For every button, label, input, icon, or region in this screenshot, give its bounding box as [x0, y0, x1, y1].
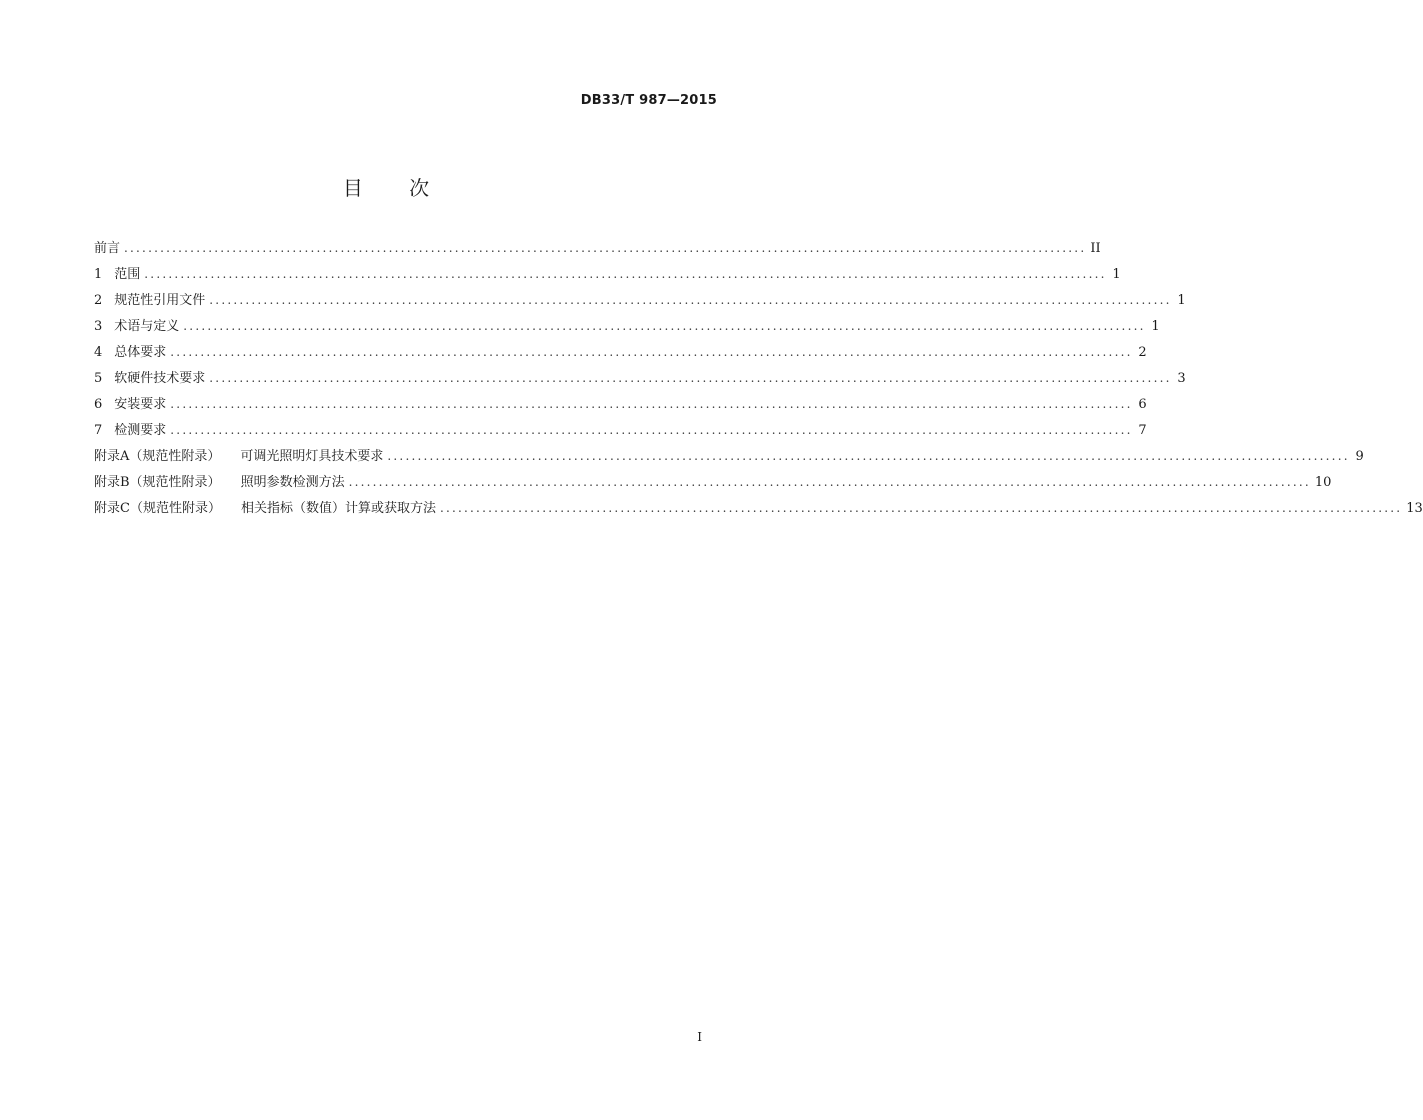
toc-leader-dots: ................................................................................................................................................................ [439, 501, 1403, 515]
toc-entry[interactable] [94, 393, 1147, 419]
toc-entry-label: 安装要求 [114, 397, 167, 412]
toc-leader-dots: ................................................................................................................................................................ [170, 423, 1133, 437]
toc-entry[interactable] [94, 237, 1101, 263]
toc-entry-number: 2 [94, 293, 103, 308]
toc-entry[interactable] [94, 263, 1121, 289]
toc-entry[interactable] [94, 289, 1186, 315]
toc-entry-label: 检测要求 [114, 423, 167, 438]
toc-entry-page: 6 [1138, 397, 1147, 412]
toc-entry[interactable] [94, 445, 1364, 471]
toc-entry[interactable] [94, 497, 1423, 523]
toc-entry-page: 1 [1112, 267, 1121, 282]
page-number: I [697, 1030, 702, 1044]
toc-entry[interactable] [94, 419, 1147, 445]
toc-entry[interactable] [94, 341, 1147, 367]
toc-entry-label: 总体要求 [114, 345, 167, 360]
toc-entry-label: 软硬件技术要求 [114, 371, 206, 386]
toc-entry-label: 规范性引用文件 [114, 293, 206, 308]
toc-entry-number: 4 [94, 345, 103, 360]
toc-entry-number: 1 [94, 267, 103, 282]
toc-entry-subtitle: 照明参数检测方法 [240, 475, 345, 490]
toc-entry-label: 附录B（规范性附录） [94, 475, 221, 490]
toc-leader-dots: ................................................................................................................................................................ [124, 241, 1087, 255]
toc-entry-subtitle: 相关指标（数值）计算或获取方法 [240, 501, 436, 516]
toc-entry-page: II [1090, 241, 1101, 256]
toc-leader-dots: ................................................................................................................................................................ [209, 371, 1172, 385]
toc-entry-label: 范围 [114, 267, 141, 282]
toc-entry-page: 10 [1314, 475, 1332, 490]
toc-entry-page: 9 [1355, 449, 1364, 464]
toc-entry-page: 3 [1177, 371, 1186, 386]
toc-leader-dots: ................................................................................................................................................................ [209, 293, 1172, 307]
toc-entry-subtitle: 可调光照明灯具技术要求 [240, 449, 384, 464]
toc-entry-label: 附录A（规范性附录） [94, 449, 221, 464]
toc-entry-label: 附录C（规范性附录） [94, 501, 221, 516]
toc-entry-page: 7 [1138, 423, 1147, 438]
toc-entry-label: 前言 [94, 241, 121, 256]
toc-leader-dots: ................................................................................................................................................................ [170, 397, 1133, 411]
toc-entry-page: 1 [1151, 319, 1160, 334]
toc-entry-number: 6 [94, 397, 103, 412]
toc-entry[interactable] [94, 367, 1186, 393]
toc-leader-dots: ................................................................................................................................................................ [170, 345, 1133, 359]
toc-entry[interactable] [94, 315, 1160, 341]
standard-code: DB33/T 987—2015 [580, 93, 717, 108]
toc-entry-label: 术语与定义 [114, 319, 180, 334]
toc-leader-dots: ................................................................................................................................................................ [144, 267, 1107, 281]
toc-entry-page: 2 [1138, 345, 1147, 360]
table-of-contents [94, 237, 1423, 523]
toc-title: 目 次 [342, 176, 450, 200]
toc-leader-dots: ................................................................................................................................................................ [348, 475, 1311, 489]
toc-entry-number: 3 [94, 319, 103, 334]
toc-entry-number: 7 [94, 423, 103, 438]
toc-entry-page: 1 [1177, 293, 1186, 308]
toc-entry-number: 5 [94, 371, 103, 386]
toc-leader-dots: ................................................................................................................................................................ [183, 319, 1146, 333]
toc-leader-dots: ................................................................................................................................................................ [387, 449, 1350, 463]
toc-entry[interactable] [94, 471, 1332, 497]
toc-entry-page: 13 [1406, 501, 1423, 516]
